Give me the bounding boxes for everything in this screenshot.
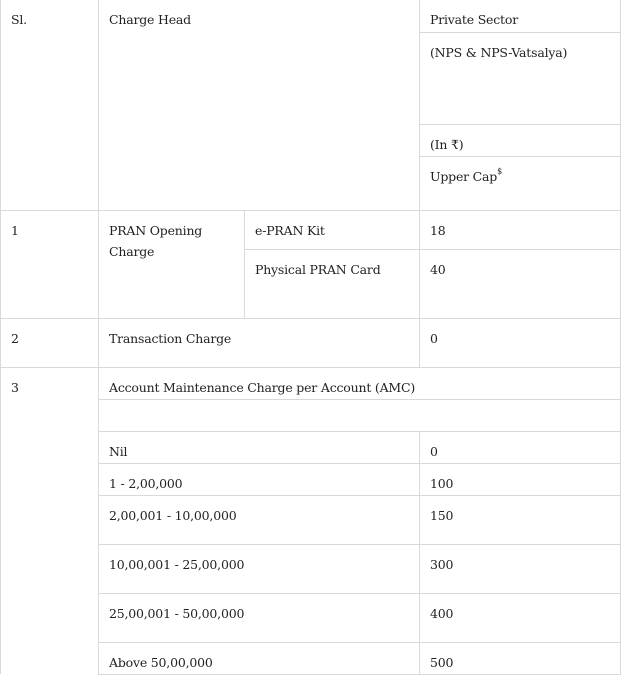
slab-range: Nil: [99, 431, 420, 463]
header-upper-cap: [420, 156, 621, 210]
upper-cap-superscript: $: [497, 167, 502, 177]
row1-sl: 1: [1, 210, 99, 318]
upper-cap-label: Upper Cap: [430, 168, 498, 184]
table-row: [1, 367, 621, 399]
slab-value: 150: [420, 495, 621, 544]
row3-empty: [99, 399, 621, 431]
slab-range: 1 - 2,00,000: [99, 463, 420, 495]
table-row: [1, 318, 621, 367]
header-row: [1, 0, 621, 32]
row3-sl: 3: [1, 367, 99, 674]
header-private-sector: Private Sector: [420, 0, 621, 32]
row2-val: 0: [420, 318, 621, 367]
slab-range: 2,00,001 - 10,00,000: [99, 495, 420, 544]
row1-charge-head: PRAN Opening Charge: [99, 210, 245, 318]
slab-value: 400: [420, 593, 621, 642]
header-unit: (In ₹): [420, 124, 621, 156]
slab-value: 500: [420, 642, 621, 674]
row2-sl: 2: [1, 318, 99, 367]
header-scheme: (NPS & NPS-Vatsalya): [420, 32, 621, 124]
slab-range: Above 50,00,000: [99, 642, 420, 674]
row1-val-epran: 18: [420, 210, 621, 249]
row1-val-physical: 40: [420, 249, 621, 318]
table-row: [1, 210, 621, 249]
row2-charge-head: Transaction Charge: [99, 318, 420, 367]
row1-sub-physical: Physical PRAN Card: [245, 249, 420, 318]
slab-value: 300: [420, 544, 621, 593]
slab-range: 10,00,001 - 25,00,000: [99, 544, 420, 593]
header-sl: Sl.: [1, 0, 99, 210]
slab-value: 100: [420, 463, 621, 495]
header-charge-head: Charge Head: [99, 0, 420, 210]
row3-charge-head: Account Maintenance Charge per Account (AMC): [99, 367, 621, 399]
row1-sub-epran: e-PRAN Kit: [245, 210, 420, 249]
slab-value: 0: [420, 431, 621, 463]
slab-range: 25,00,001 - 50,00,000: [99, 593, 420, 642]
